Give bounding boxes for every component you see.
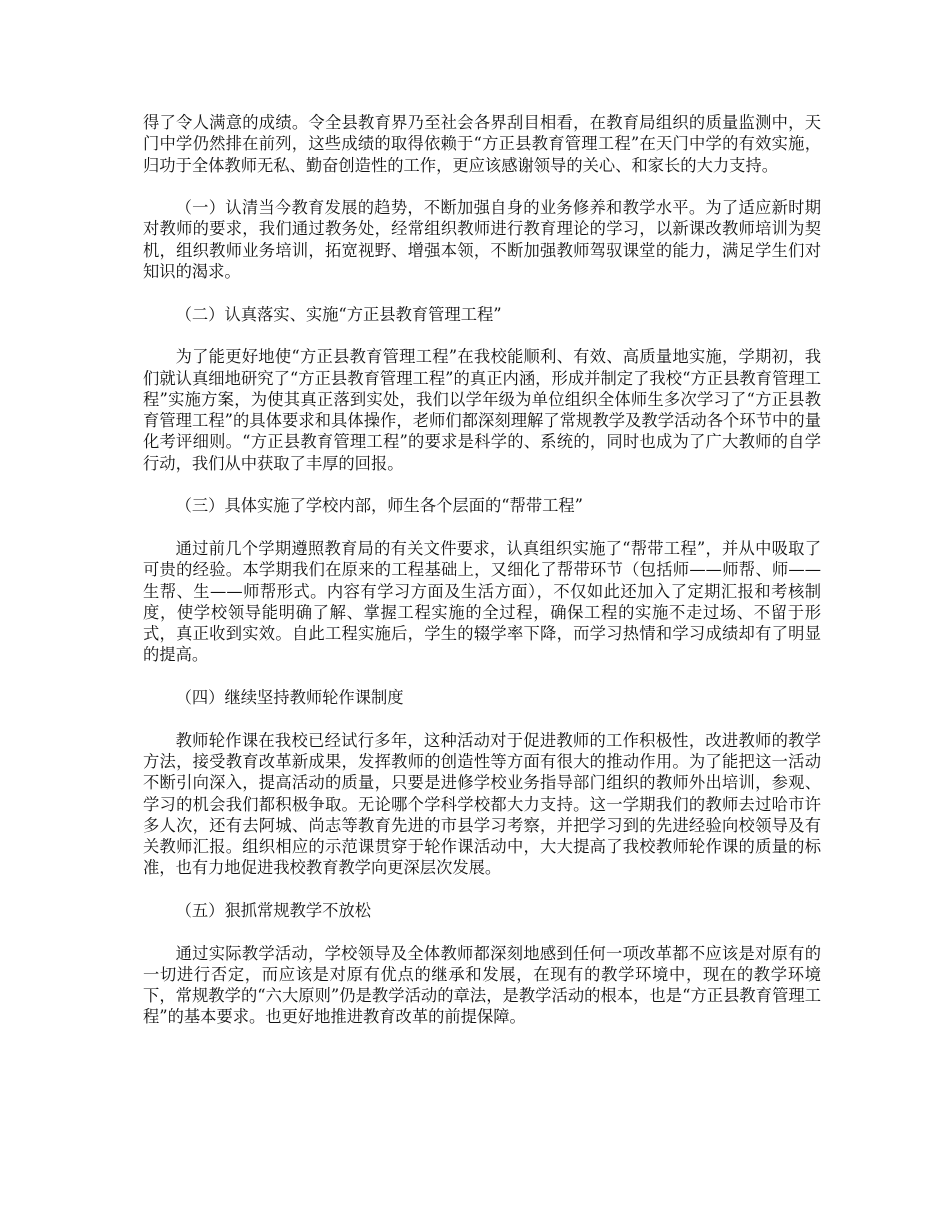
paragraph-section-2: 为了能更好地使“方正县教育管理工程”在我校能顺利、有效、高质量地实施，学期初，我们就认真细地研究了“方正县教育管理工程”的真正内涵，形成并制定了我校“方正县教育管理工程”实施方案，为使其真正落到实处，我们以学年级为单位组织全体师生多次学习了“方正县教育管理工程”的具体要求和具体操作，老师们都深刻理解了常规教学及教学活动各个环节中的量化考评细则。“方正县教育管理工程”的要求是科学的、系统的，同时也成为了广大教师的自学行动，我们从中获取了丰厚的回报。	[143, 347, 821, 473]
paragraph-section-3: 通过前几个学期遵照教育局的有关文件要求，认真组织实施了“帮带工程”，并从中吸取了可贵的经验。本学期我们在原来的工程基础上，又细化了帮带环节（包括师——师帮、师——生帮、生——师帮形式。内容有学习方面及生活方面），不仅如此还加入了定期汇报和考核制度，使学校领导能明确了解、掌握工程实施的全过程，确保工程的实施不走过场、不留于形式，真正收到实效。自此工程实施后，学生的辍学率下降，而学习热情和学习成绩却有了明显的提高。	[143, 538, 821, 665]
paragraph-intro: 得了令人满意的成绩。令全县教育界乃至社会各界刮目相看，在教育局组织的质量监测中，天门中学仍然排在前列，这些成绩的取得依赖于“方正县教育管理工程”在天门中学的有效实施，归功于全体教师无私、勤奋创造性的工作，更应该感谢领导的关心、和家长的大力支持。	[143, 113, 821, 175]
document-body	[143, 112, 821, 1049]
paragraph-section-1: （一）认清当今教育发展的趋势，不断加强自身的业务修养和教学水平。为了适应新时期对教师的要求，我们通过教务处，经常组织教师进行教育理论的学习，以新课改教师培训为契机，组织教师业务培训，拓宽视野、增强本领，不断加强教师驾驭课堂的能力，满足学生们对知识的渴求。	[143, 198, 821, 282]
paragraph-section-5: 通过实际教学活动，学校领导及全体教师都深刻地感到任何一项改革都不应该是对原有的一切进行否定，而应该是对原有优点的继承和发展，在现有的教学环境中，现在的教学环境下，常规教学的“六大原则”仍是教学活动的章法，是教学活动的根本，也是“方正县教育管理工程”的基本要求。也更好地推进教育改革的前提保障。	[143, 943, 821, 1027]
section-heading-2: （二）认真落实、实施“方正县教育管理工程”	[175, 304, 502, 324]
section-heading-4: （四）继续坚持教师轮作课制度	[175, 688, 404, 708]
paragraph-section-4: 教师轮作课在我校已经试行多年，这种活动对于促进教师的工作积极性，改进教师的教学方法，接受教育改革新成果，发挥教师的创造性等方面有很大的推动作用。为了能把这一活动不断引向深入，提高活动的质量，只要是进修学校业务指导部门组织的教师外出培训，参观、学习的机会我们都积极争取。无论哪个学科学校都大力支持。这一学期我们的教师去过哈市许多人次，还有去阿城、尚志等教育先进的市县学习考察，并把学习到的先进经验向校领导及有关教师汇报。组织相应的示范课贯穿于轮作课活动中，大大提高了我校教师轮作课的质量的标准，也有力地促进我校教育教学向更深层次发展。	[143, 730, 821, 878]
section-heading-5: （五）狠抓常规教学不放松	[175, 900, 371, 920]
section-heading-3: （三）具体实施了学校内部，师生各个层面的“帮带工程”	[175, 496, 583, 516]
